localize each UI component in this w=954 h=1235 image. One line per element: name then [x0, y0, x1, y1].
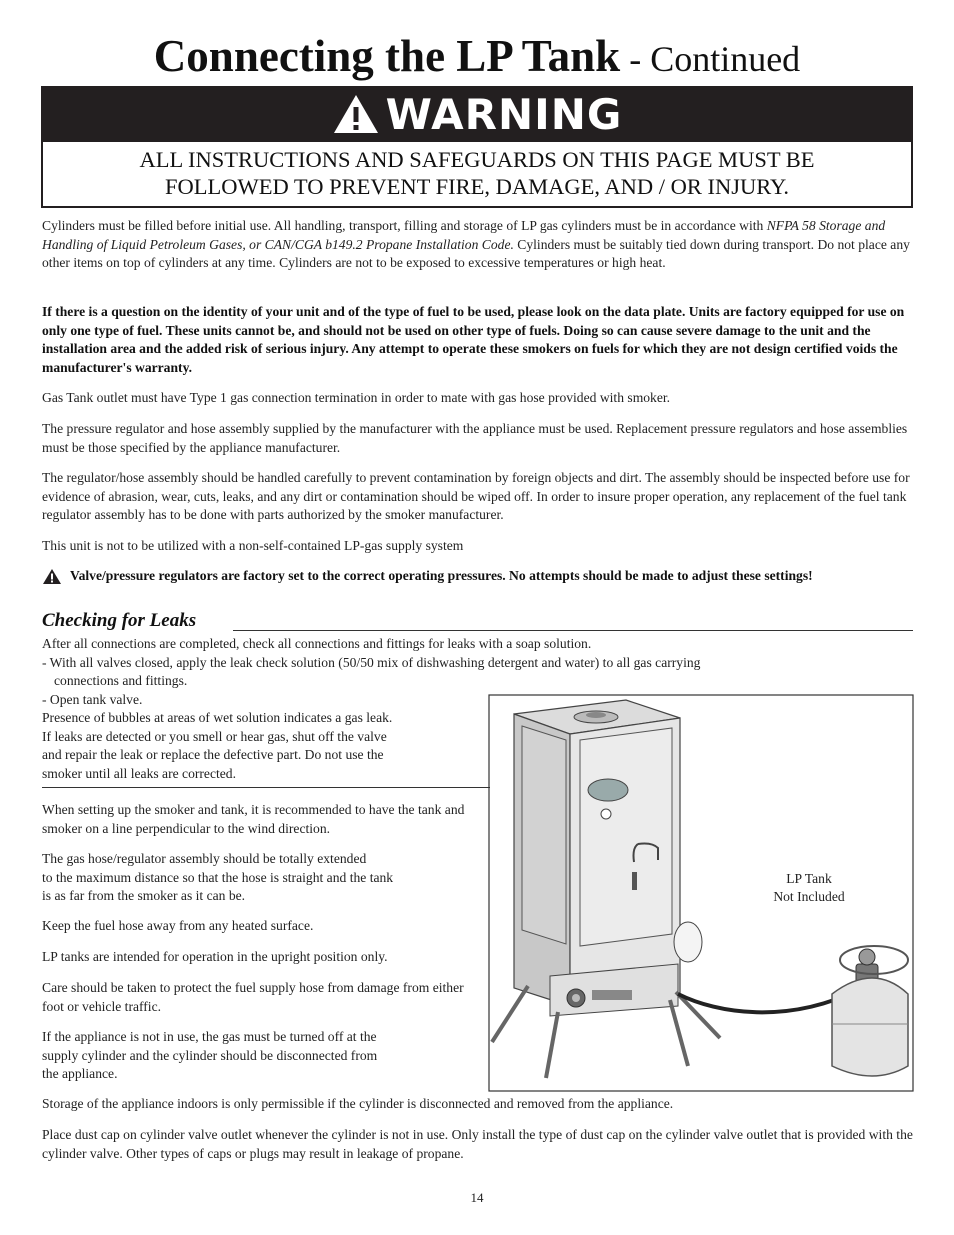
regulator-paragraph: The pressure regulator and hose assembly supplied by the manufacturer with the appliance must be used. Replacement pressure regulators and hose assemblies must be those specified by the appliance manufacturer. — [42, 421, 908, 455]
leaks-line: After all connections are completed, check all connections and fittings for leaks with a soap solution. — [42, 636, 592, 651]
hose-line: The gas hose/regulator assembly should be totally extended — [42, 851, 367, 866]
leaks-line: - With all valves closed, apply the leak check solution (50/50 mix of dishwashing detergent and water) to all gas carrying — [42, 654, 701, 670]
wind-paragraph: When setting up the smoker and tank, it is recommended to have the tank and smoker on a line perpendicular to the wind direction. — [42, 802, 465, 836]
page-number: 14 — [470, 1190, 484, 1205]
leaks-line: smoker until all leaks are corrected. — [42, 765, 237, 781]
leaks-line: Presence of bubbles at areas of wet solution indicates a gas leak. — [42, 710, 393, 725]
identity-paragraph: If there is a question on the identity of your unit and of the type of fuel to be used, please look on the data plate. Units are factory equipped for use on only one type of fuel. These units cannot be, and should not be used on other type of fuels. Doing so can cause severe damage to the unit and the installation area and the added risk of serious injury. Any attempt to operate these smokers on fuels for which they are not design certified voids the manufacturer's warranty. — [42, 304, 905, 375]
hose-line: to the maximum distance so that the hose is straight and the tank — [42, 869, 394, 885]
warning-message-line: ALL INSTRUCTIONS AND SAFEGUARDS ON THIS PAGE MUST BE — [139, 147, 815, 172]
warning-banner — [41, 86, 913, 142]
section-divider — [42, 787, 490, 788]
hose-line: is as far from the smoker as it can be. — [42, 888, 246, 903]
page-title-main: Connecting the LP Tank — [153, 31, 621, 81]
cylinders-text: Cylinders must be filled before initial use. All handling, transport, filling and storage of LP gas cylinders must be in accordance with — [42, 218, 767, 233]
lp-tank-label-line: LP Tank — [786, 871, 832, 886]
nfpa-reference: NFPA 58 Storage and Handling of Liquid Petroleum Gases, or CAN/CGA b149.2 Propane Installation Code. — [42, 218, 886, 252]
warning-triangle-icon — [42, 568, 62, 585]
upright-paragraph: LP tanks are intended for operation in the upright position only. — [42, 949, 388, 964]
heated-paragraph: Keep the fuel hose away from any heated surface. — [42, 918, 314, 933]
traffic-paragraph: Care should be taken to protect the fuel supply hose from damage from either foot or vehicle traffic. — [42, 980, 464, 1014]
page-title-sub: - Continued — [620, 39, 801, 79]
warning-message-line: FOLLOWED TO PREVENT FIRE, DAMAGE, AND / OR INJURY. — [164, 174, 789, 199]
dust-cap-paragraph: Place dust cap on cylinder valve outlet whenever the cylinder is not in use. Only install the type of dust cap on the cylinder valve outlet that is provided with the cylinder valve. Other types of caps or plugs may result in leakage of propane. — [42, 1127, 913, 1161]
section-heading-leaks: Checking for Leaks — [42, 610, 197, 631]
not-in-use-line: the appliance. — [42, 1066, 118, 1081]
warning-triangle-icon — [332, 93, 380, 135]
leaks-line: and repair the leak or replace the defective part. Do not use the — [42, 747, 384, 762]
not-utilized-paragraph: This unit is not to be utilized with a non-self-contained LP-gas supply system — [42, 538, 464, 553]
cylinders-paragraph — [42, 217, 914, 273]
leaks-line: connections and fittings. — [54, 673, 188, 688]
leaks-line: If leaks are detected or you smell or hear gas, shut off the valve — [42, 728, 387, 744]
outlet-paragraph: Gas Tank outlet must have Type 1 gas connection termination in order to mate with gas hose provided with smoker. — [42, 390, 671, 405]
not-in-use-line: If the appliance is not in use, the gas must be turned off at the — [42, 1029, 377, 1044]
warning-message-box — [41, 142, 913, 208]
warning-label: WARNING — [385, 89, 623, 139]
section-divider — [233, 630, 913, 631]
valve-warning: Valve/pressure regulators are factory set to the correct operating pressures. No attempts should be made to adjust these settings! — [70, 568, 813, 583]
lp-tank-label-line: Not Included — [773, 889, 845, 904]
cylinders-text-cont: Cylinders must be suitably tied down during transport. Do not place any other items on top of cylinders at any time. Cylinders are not to be exposed to excessive temperatures or high heat. — [42, 236, 910, 270]
lp-tank-label — [756, 870, 862, 906]
leaks-line: - Open tank valve. — [42, 691, 143, 707]
not-in-use-line: supply cylinder and the cylinder should be disconnected from — [42, 1047, 378, 1063]
storage-paragraph: Storage of the appliance indoors is only permissible if the cylinder is disconnected and removed from the appliance. — [42, 1096, 674, 1111]
handling-paragraph: The regulator/hose assembly should be handled carefully to prevent contamination by foreign objects and dirt. The assembly should be inspected before use for evidence of abrasion, wear, cuts, leaks, and any dirt or contamination should be wiped off. In order to insure proper operation, any replacement of the fuel tank regulator assembly has to be done with parts authorized by the smoker manufacturer. — [42, 470, 910, 522]
